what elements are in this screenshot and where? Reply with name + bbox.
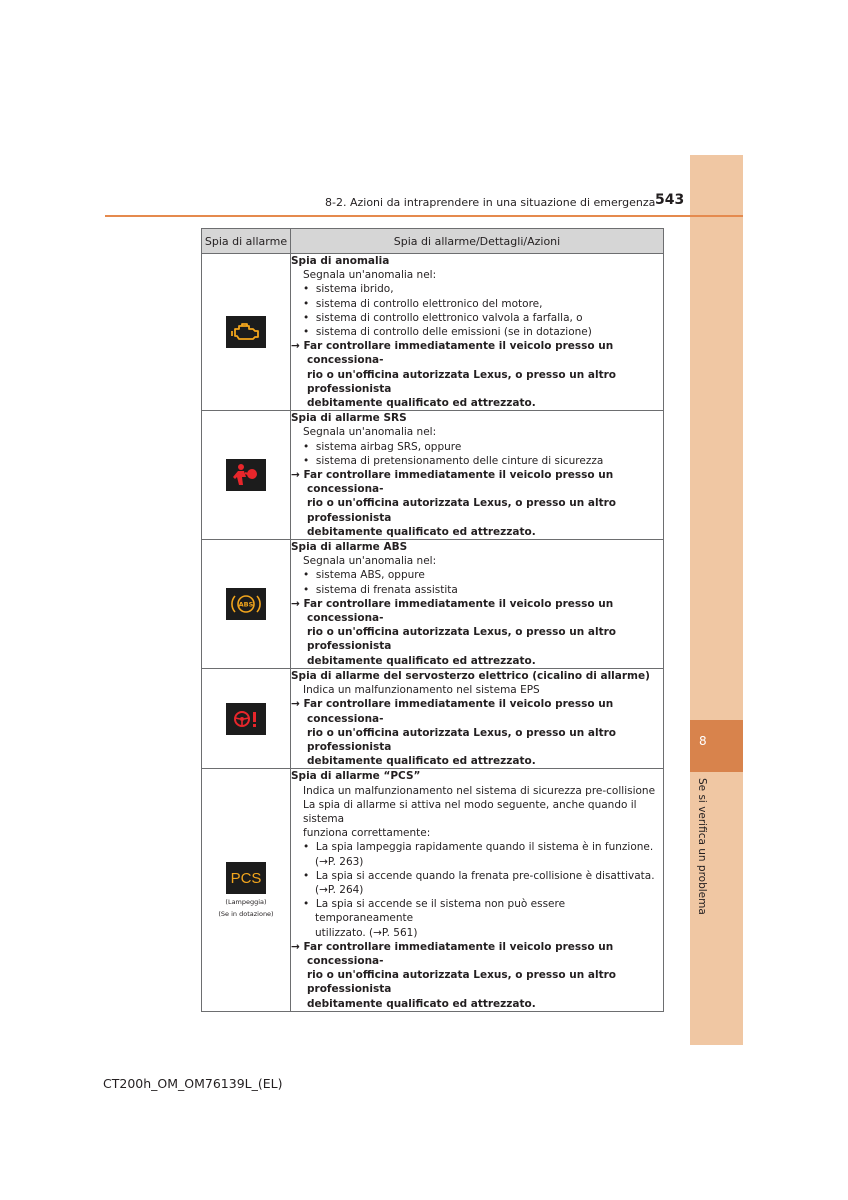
section-title: 8-2. Azioni da intraprendere in una situazione di emergenza <box>325 196 656 209</box>
bullet-item: • sistema di frenata assistita <box>303 583 458 596</box>
action-text: rio o un'officina autorizzata Lexus, o presso un altro professionista <box>307 969 616 996</box>
icon-note: (Lampeggia) <box>225 898 267 907</box>
bullet-item: • sistema di controllo delle emissioni (se in dotazione) <box>303 326 592 339</box>
table-header-row <box>202 229 664 254</box>
table-row <box>202 411 664 540</box>
action-text: rio o un'officina autorizzata Lexus, o presso un altro professionista <box>307 497 616 524</box>
details-cell <box>291 769 664 1011</box>
chapter-number: 8 <box>699 734 707 748</box>
action-text: debitamente qualificato ed attrezzato. <box>307 525 536 538</box>
row-title: Spia di allarme SRS <box>291 412 407 425</box>
table-row <box>202 540 664 669</box>
action-text: rio o un'officina autorizzata Lexus, o presso un altro professionista <box>307 626 616 653</box>
action-text: → Far controllare immediatamente il veicolo presso un concessiona- <box>291 698 614 725</box>
icon-cell <box>202 769 291 1011</box>
action-text: debitamente qualificato ed attrezzato. <box>307 654 536 667</box>
bullet-item: • sistema di controllo elettronico valvola a farfalla, o <box>303 311 583 324</box>
column-header-details: Spia di allarme/Dettagli/Azioni <box>291 229 664 254</box>
details-cell <box>291 540 664 669</box>
action-text: → Far controllare immediatamente il veicolo presso un concessiona- <box>291 597 614 625</box>
details-cell <box>291 668 664 768</box>
abs-icon <box>226 588 266 620</box>
power-steering-icon <box>226 703 266 735</box>
page-number: 543 <box>655 192 685 208</box>
column-header-light: Spia di allarme <box>202 229 291 254</box>
action-text: rio o un'officina autorizzata Lexus, o presso un altro professionista <box>307 726 616 753</box>
chapter-title: Se si verifica un problema <box>696 778 708 915</box>
bullet-item: • sistema di controllo elettronico del motore, <box>303 297 543 310</box>
icon-cell <box>202 411 291 540</box>
table-row <box>202 668 664 768</box>
document-code: CT200h_OM_OM76139L_(EL) <box>103 1076 283 1091</box>
bullet-item: • sistema ibrido, <box>303 283 394 296</box>
bullet-item: • sistema ABS, oppure <box>303 569 425 582</box>
row-title: Spia di allarme “PCS” <box>291 770 421 783</box>
action-text: → Far controllare immediatamente il veicolo presso un concessiona- <box>291 469 614 496</box>
svg-text:ABS: ABS <box>238 600 254 609</box>
chapter-box <box>690 720 743 772</box>
icon-cell <box>202 540 291 669</box>
row-intro: Indica un malfunzionamento nel sistema di sicurezza pre-collisione <box>303 784 656 797</box>
row-intro: Segnala un'anomalia nel: <box>303 555 437 568</box>
row-intro: Segnala un'anomalia nel: <box>303 426 437 439</box>
warning-lights-table <box>201 228 664 1012</box>
bullet-ref: (→P. 263) <box>315 855 364 868</box>
action-text: → Far controllare immediatamente il veicolo presso un concessiona- <box>291 340 614 367</box>
row-intro: Indica un malfunzionamento nel sistema EPS <box>303 684 540 697</box>
row-title: Spia di allarme ABS <box>291 541 408 554</box>
action-text: debitamente qualificato ed attrezzato. <box>307 755 536 768</box>
icon-cell <box>202 254 291 411</box>
table-row <box>202 254 664 411</box>
action-text: debitamente qualificato ed attrezzato. <box>307 997 536 1010</box>
bullet-ref: utilizzato. (→P. 561) <box>315 926 418 939</box>
pcs-icon: PCS <box>226 862 266 894</box>
bullet-item: • La spia si accende se il sistema non può essere temporaneamente <box>303 898 566 925</box>
icon-note: (Se in dotazione) <box>218 910 274 919</box>
bullet-item: • sistema di pretensionamento delle cinture di sicurezza <box>303 454 604 467</box>
details-cell <box>291 411 664 540</box>
row-intro: funziona correttamente: <box>303 827 431 840</box>
bullet-ref: (→P. 264) <box>315 883 364 896</box>
icon-cell <box>202 668 291 768</box>
action-text: rio o un'officina autorizzata Lexus, o presso un altro professionista <box>307 368 616 395</box>
action-text: debitamente qualificato ed attrezzato. <box>307 397 536 410</box>
row-intro: Segnala un'anomalia nel: <box>303 269 437 282</box>
row-title: Spia di allarme del servosterzo elettrico (cicalino di allarme) <box>291 669 650 682</box>
row-title: Spia di anomalia <box>291 255 390 267</box>
header-rule <box>105 215 743 217</box>
row-intro: La spia di allarme si attiva nel modo seguente, anche quando il sistema <box>303 798 637 825</box>
bullet-item: • La spia lampeggia rapidamente quando il sistema è in funzione. <box>303 841 654 854</box>
details-cell <box>291 254 664 411</box>
bullet-item: • sistema airbag SRS, oppure <box>303 440 462 453</box>
srs-airbag-icon <box>226 459 266 491</box>
action-text: → Far controllare immediatamente il veicolo presso un concessiona- <box>291 940 614 967</box>
bullet-item: • La spia si accende quando la frenata pre-collisione è disattivata. <box>303 869 655 882</box>
table-row <box>202 769 664 1011</box>
engine-malfunction-icon <box>226 316 266 348</box>
